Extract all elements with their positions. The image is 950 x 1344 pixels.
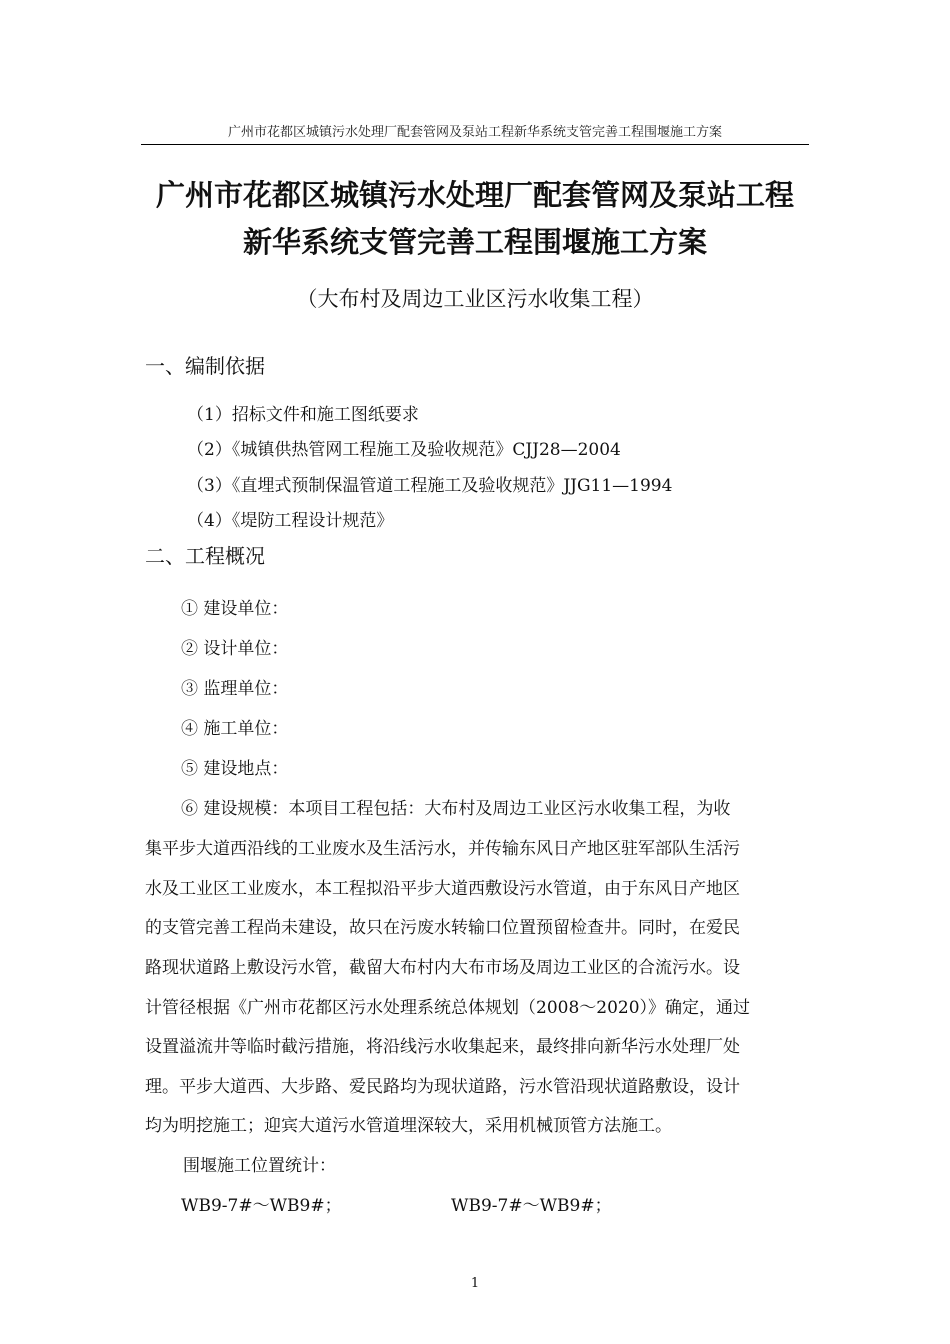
overview-item: ② 设计单位： xyxy=(181,639,289,659)
basis-item: （2）《城镇供热管网工程施工及验收规范》CJJ28—2004 xyxy=(187,440,621,460)
basis-item: （1）招标文件和施工图纸要求 xyxy=(187,405,419,425)
section-heading-basis: 一、编制依据 xyxy=(145,354,265,378)
section-heading-overview: 二、工程概况 xyxy=(145,544,265,568)
scale-paragraph-line: 集平步大道西沿线的工业废水及生活污水，并传输东风日产地区驻军部队生活污 xyxy=(145,839,740,859)
scale-paragraph-line: 理。平步大道西、大步路、爱民路均为现状道路，污水管沿现状道路敷设，设计 xyxy=(145,1077,740,1097)
document-title-line1: 广州市花都区城镇污水处理厂配套管网及泵站工程 xyxy=(155,178,794,212)
running-header: 广州市花都区城镇污水处理厂配套管网及泵站工程新华系统支管完善工程围堰施工方案 xyxy=(227,125,722,140)
header-rule xyxy=(141,144,809,145)
document-title-line2: 新华系统支管完善工程围堰施工方案 xyxy=(242,225,707,259)
scale-paragraph-line: 路现状道路上敷设污水管，截留大布村内大布市场及周边工业区的合流污水。设 xyxy=(145,958,740,978)
cofferdam-label: 围堰施工位置统计： xyxy=(183,1156,336,1176)
scale-paragraph-line: 设置溢流井等临时截污措施，将沿线污水收集起来，最终排向新华污水处理厂处 xyxy=(145,1037,740,1057)
scale-paragraph-line: 的支管完善工程尚未建设，故只在污废水转输口位置预留检查井。同时，在爱民 xyxy=(145,918,740,938)
basis-item: （4）《堤防工程设计规范》 xyxy=(187,511,394,531)
overview-item: ① 建设单位： xyxy=(181,599,289,619)
document-subtitle: （大布村及周边工业区污水收集工程） xyxy=(296,287,654,311)
scale-paragraph-line: 均为明挖施工；迎宾大道污水管道埋深较大，采用机械顶管方法施工。 xyxy=(145,1116,672,1136)
basis-item: （3）《直埋式预制保温管道工程施工及验收规范》JJG11—1994 xyxy=(187,476,673,496)
overview-item: ③ 监理单位： xyxy=(181,679,289,699)
overview-item: ⑤ 建设地点： xyxy=(181,759,289,779)
scale-paragraph-line: 水及工业区工业废水，本工程拟沿平步大道西敷设污水管道，由于东风日产地区 xyxy=(145,879,740,899)
page-number: 1 xyxy=(470,1276,480,1291)
overview-item: ④ 施工单位： xyxy=(181,719,289,739)
scale-paragraph-line: ⑥ 建设规模：本项目工程包括：大布村及周边工业区污水收集工程，为收 xyxy=(181,799,731,819)
scale-paragraph-line: 计管径根据《广州市花都区污水处理系统总体规划（2008～2020）》确定，通过 xyxy=(145,998,751,1018)
cofferdam-range-left: WB9-7#～WB9#； xyxy=(181,1196,342,1216)
cofferdam-range-right: WB9-7#～WB9#； xyxy=(451,1196,612,1216)
